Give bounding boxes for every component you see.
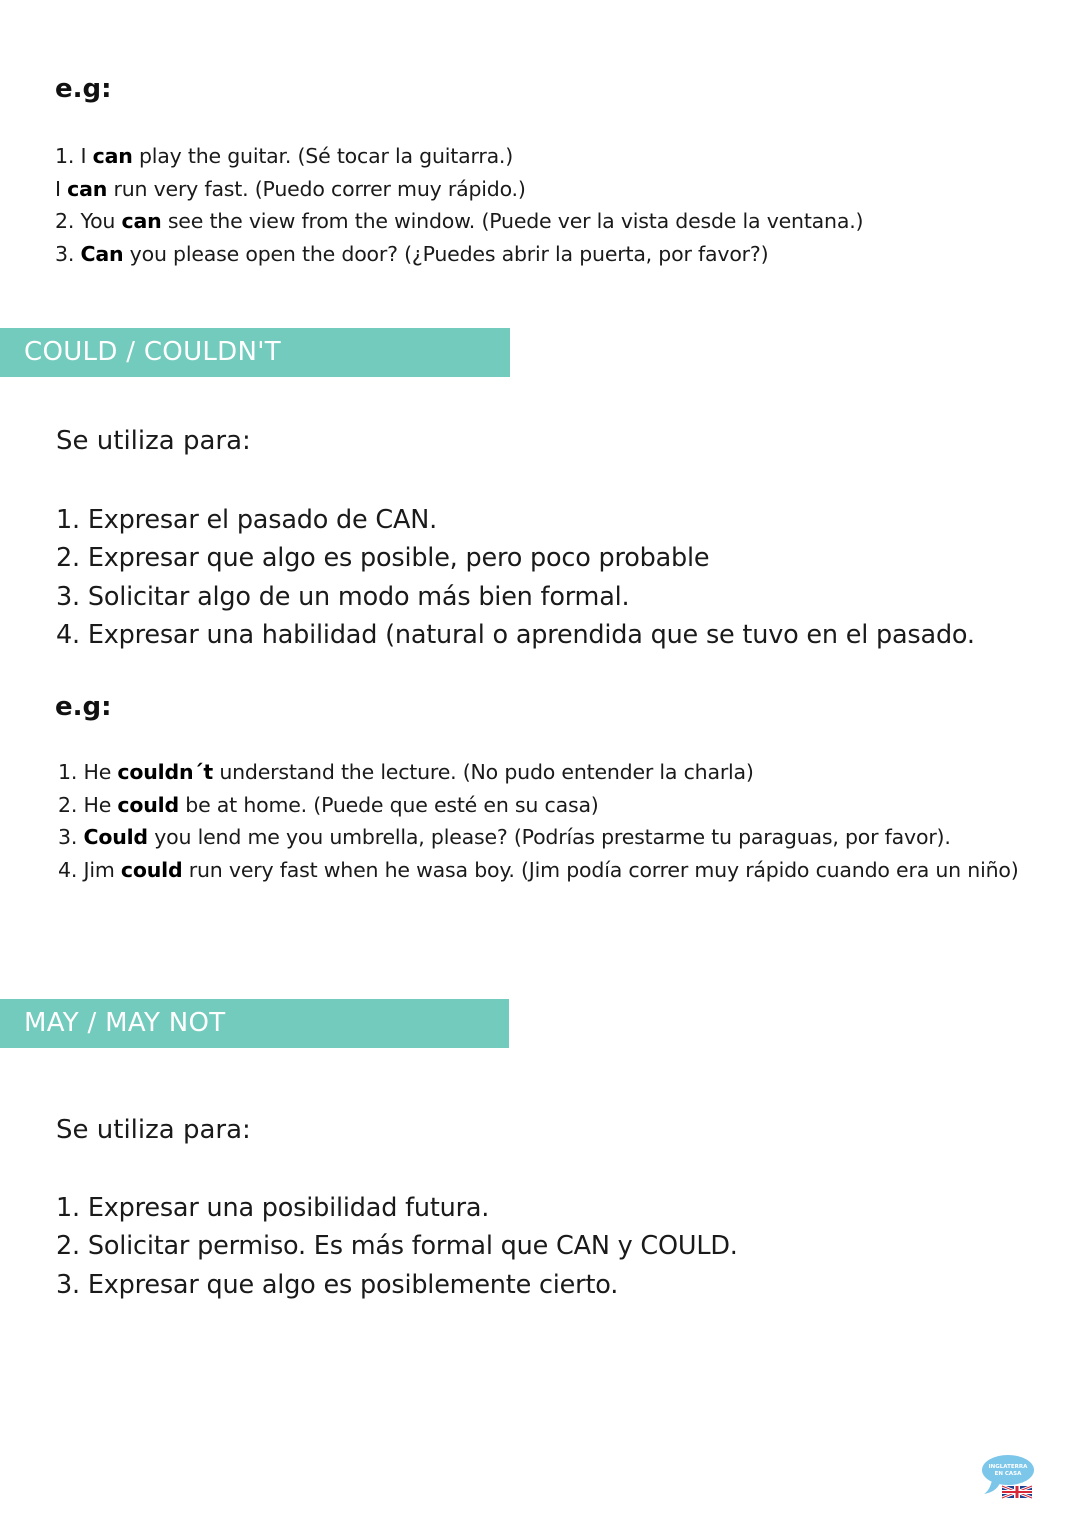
can-example-1: 1. I can play the guitar. (Sé tocar la guitarra.): [55, 144, 514, 168]
could-intro: Se utiliza para:: [56, 426, 251, 456]
could-eg-label: e.g:: [55, 692, 112, 722]
svg-text:INGLATERRA: INGLATERRA: [988, 1464, 1028, 1470]
could-example-3: 3. Could you lend me you umbrella, please? (Podrías prestarme tu paraguas, por favor).: [58, 825, 951, 850]
inglaterra-en-casa-logo: [978, 1452, 1040, 1500]
can-examples-list: [55, 140, 863, 271]
may-use-2: 2. Solicitar permiso. Es más formal que CAN y COULD.: [56, 1231, 738, 1262]
could-use-2: 2. Expresar que algo es posible, pero poco probable: [56, 543, 710, 574]
may-use-3: 3. Expresar que algo es posiblemente cierto.: [56, 1269, 619, 1300]
could-examples-list: [58, 756, 1038, 887]
can-example-2: 2. You can see the view from the window. (Puede ver la vista desde la ventana.): [55, 209, 864, 234]
could-section-heading: COULD / COULDN'T: [0, 328, 510, 377]
may-intro: Se utiliza para:: [56, 1115, 251, 1145]
may-use-1: 1. Expresar una posibilidad futura.: [56, 1193, 490, 1223]
can-eg-label: e.g:: [55, 74, 112, 104]
uk-flag-icon: [1002, 1486, 1032, 1498]
can-example-1b: I can run very fast. (Puedo correr muy rápido.): [55, 176, 526, 201]
can-example-3: 3. Can you please open the door? (¿Puedes abrir la puerta, por favor?): [55, 242, 769, 267]
may-section-heading: MAY / MAY NOT: [0, 999, 509, 1048]
could-uses-list: [56, 501, 975, 654]
could-use-4: 4. Expresar una habilidad (natural o aprendida que se tuvo en el pasado.: [56, 619, 975, 650]
could-use-3: 3. Solicitar algo de un modo más bien formal.: [56, 581, 630, 612]
could-use-1: 1. Expresar el pasado de CAN.: [56, 505, 438, 535]
speech-bubble-icon: [978, 1452, 1040, 1500]
may-uses-list: [56, 1189, 738, 1304]
could-example-1: 1. He couldn´t understand the lecture. (No pudo entender la charla): [58, 760, 754, 784]
could-example-2: 2. He could be at home. (Puede que esté en su casa): [58, 792, 599, 817]
could-example-4: 4. Jim could run very fast when he wasa boy. (Jim podía correr muy rápido cuando era un niño): [58, 858, 1019, 883]
svg-text:EN CASA: EN CASA: [994, 1471, 1022, 1477]
